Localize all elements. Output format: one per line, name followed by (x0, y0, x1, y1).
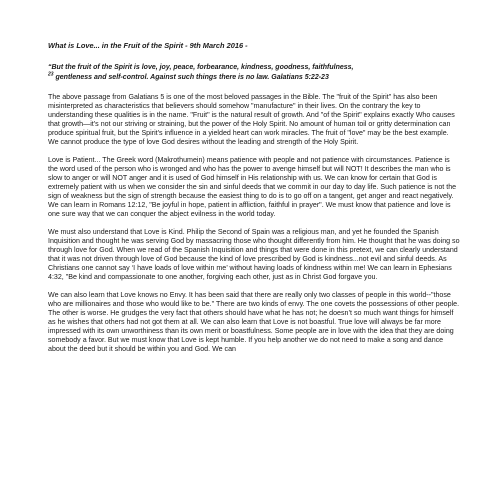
verse-line-1: “But the fruit of the Spirit is love, joy, peace, forbearance, kindness, goodness, faithfulness, (48, 64, 354, 71)
paragraph-love-is-patient: Love is Patient... The Greek word (Makrothumein) means patience with people and not patience with circumstances. Patience is the word used of the person who is wronged and who has the power to avenge himself but will NOT! It describes the man who is slow to anger or will NOT anger and it is used of God himself in His relationship with us. We can know for certain that God is extremely patient with us when we consider the sin and sinful deeds that we commit in our day to day life. Such patience is not the sign of weakness but the sign of strength because the easiest thing to do is to go off on a tangent, get anger and react negatively. We can learn in Romans 12:12, "Be joyful in hope, patient in affliction, faithful in prayer". We must know that patience and love is one sure way that we can conquer the abject evilness in the world today. (48, 156, 457, 218)
paragraph-love-knows-no-envy: We can also learn that Love knows no Envy. It has been said that there are really only two classes of people in this world--"those who are millionaires and those who would like to be." There are two kinds of envy. The one covets the possessions of other people. The other is worse. He grudges the very fact that others should have what he has not; he doesn’t so much want things for himself as he wishes that others had not got them at all. We can also learn that Love is not boastful. True love will always be far more impressed with its own unworthiness than its own merit or boastfulness. Some people are in love with the idea that they are doing somebody a favor. But we must know that Love is kept humble. If you help another we do not need to make a song and dance about the deed but it should be within you and God. We can (48, 291, 460, 353)
scripture-quote (48, 63, 461, 83)
document-title: What is Love... in the Fruit of the Spirit - 9th March 2016 - (48, 41, 248, 50)
paragraph-galatians-intro: The above passage from Galatians 5 is one of the most beloved passages in the Bible. The "fruit of the Spirit" has also been misinterpreted as characteristics that believers should somehow "manufacture" in their lives. On the contrary the key to understanding these qualities is in the name. "Fruit" is the natural result of growth. And "of the Spirit" explains exactly Who causes that growth—it’s not our striving or straining, but the power of the Holy Spirit. No amount of human toil or gritty determination can produce spiritual fruit, but the Spirit’s influence in a yielded heart can work miracles. The fruit of "love" may be the best example. We cannot produce the type of love God desires without the leading and strength of the Holy Spirit. (48, 93, 455, 146)
verse-number: 23 (48, 71, 54, 78)
verse-line-2: gentleness and self-control. Against such things there is no law. Galatians 5:22-23 (53, 74, 329, 81)
paragraph-love-is-kind: We must also understand that Love is Kind. Philip the Second of Spain was a religious man, and yet he founded the Spanish Inquisition and thought he was serving God by massacring those who thought differently from him. He thought that he was doing so through love for God. When we read of the Spanish Inquisition and things that were done in this pretext, we can clearly understand that it was not driven through love of God because the kind of love prescribed by God is kindness...not evil and sinful deeds. As Christians one cannot say ‘I have loads of love within me’ without having loads of kindness within me! We can learn in Ephesians 4:32, "Be kind and compassionate to one another, forgiving each other, just as in Christ God forgave you. (48, 228, 460, 281)
